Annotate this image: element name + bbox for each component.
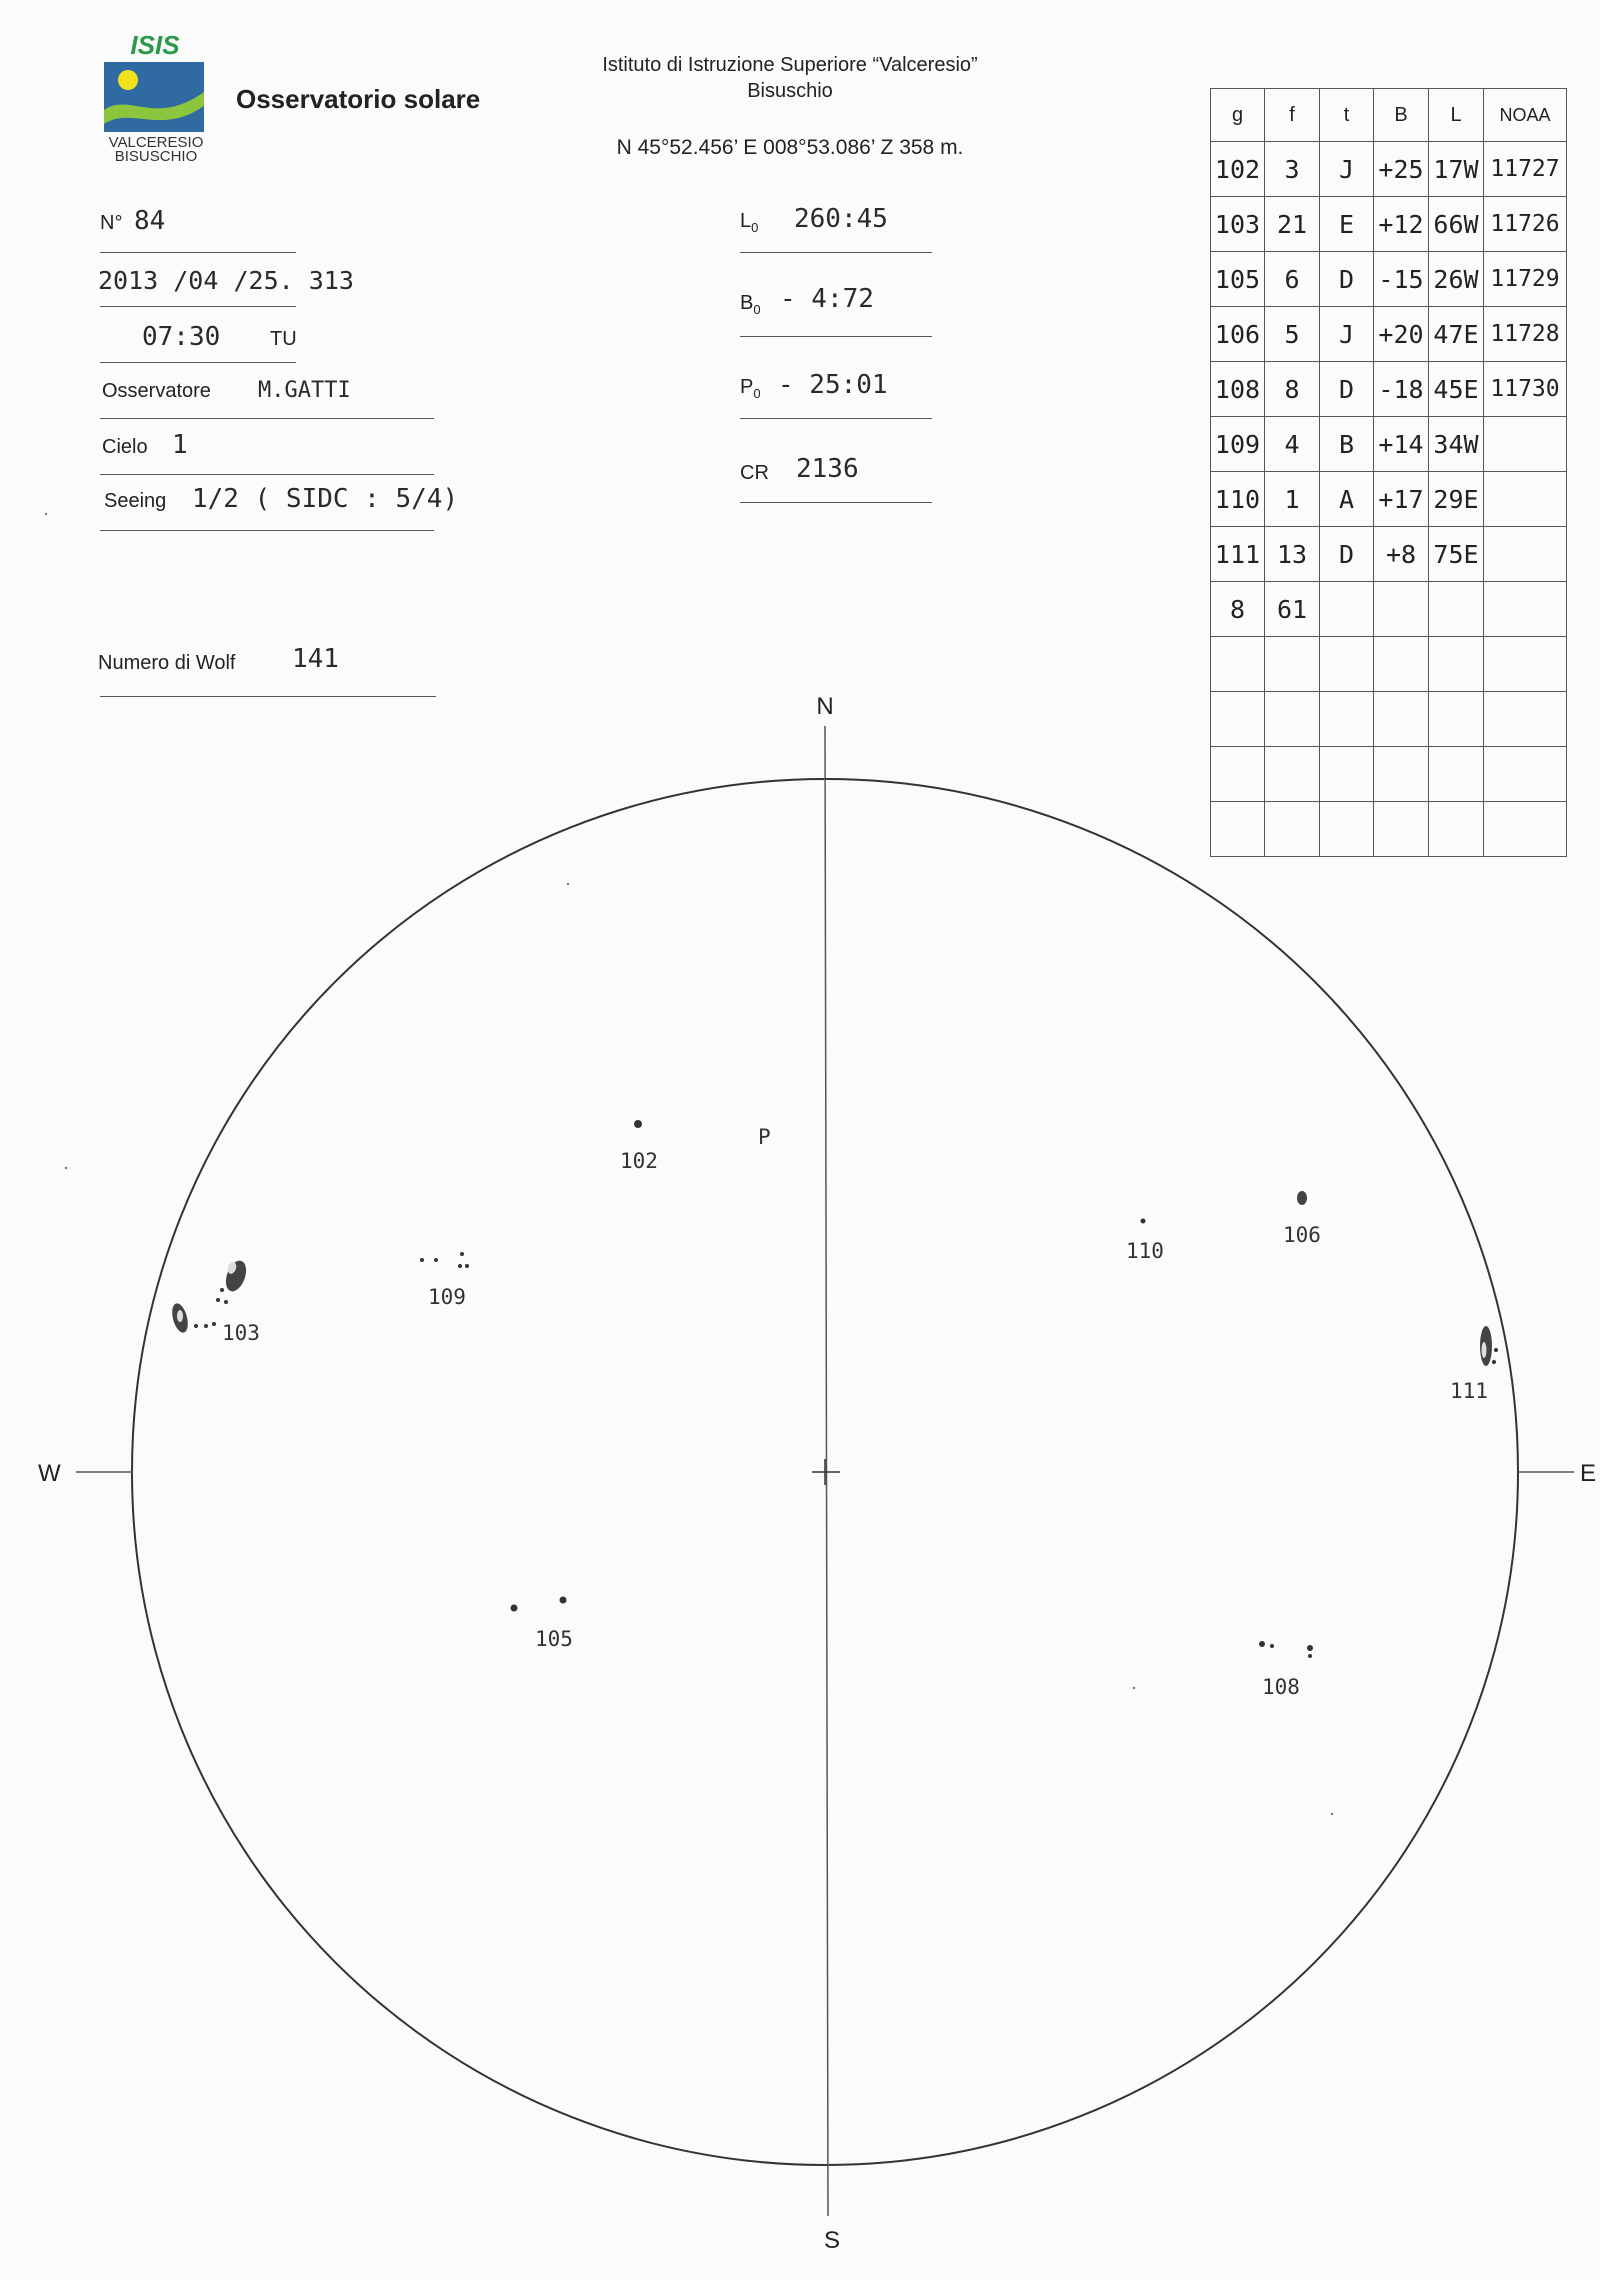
cell-t: D (1320, 527, 1374, 582)
logo-caption-line2: BISUSCHIO (114, 148, 198, 165)
p0-value: - 25:01 (778, 370, 888, 400)
cell-b (1374, 637, 1429, 692)
cell-noaa (1484, 637, 1567, 692)
cell-noaa (1484, 582, 1567, 637)
institute-line2: Bisuschio (747, 80, 833, 102)
cell-noaa (1484, 747, 1567, 802)
institute-name (540, 52, 1040, 104)
cell-b: +8 (1374, 527, 1429, 582)
cell-noaa: 11729 (1484, 252, 1567, 307)
col-header-f: f (1265, 89, 1320, 142)
sunspot-group-102 (620, 1120, 658, 1173)
table-header-row (1211, 89, 1567, 142)
cell-t: B (1320, 417, 1374, 472)
col-header-g: g (1211, 89, 1265, 142)
b0-label: $B_0$ (740, 292, 761, 317)
cell-l: 34W (1429, 417, 1484, 472)
cell-g: 105 (1211, 252, 1265, 307)
cell-f: 3 (1265, 142, 1320, 197)
table-row (1211, 747, 1567, 802)
cell-f (1265, 637, 1320, 692)
sky-label: Cielo (102, 436, 148, 458)
cell-l: 47E (1429, 307, 1484, 362)
cell-l: 17W (1429, 142, 1484, 197)
svg-text:108: 108 (1262, 1675, 1300, 1699)
cell-t: J (1320, 307, 1374, 362)
cell-t: A (1320, 472, 1374, 527)
cell-b (1374, 802, 1429, 857)
solar-disk-outline (132, 779, 1518, 2165)
carrington-rotation-label: CR (740, 462, 769, 484)
cell-b (1374, 692, 1429, 747)
cell-t: E (1320, 197, 1374, 252)
sunspot-group-106 (1283, 1191, 1321, 1247)
cell-g: 109 (1211, 417, 1265, 472)
number-value: 84 (134, 206, 166, 236)
page-title: Osservatorio solare (236, 84, 481, 114)
wolf-number-label: Numero di Wolf (98, 652, 236, 674)
table-row (1211, 252, 1567, 307)
north-label: N (816, 693, 834, 720)
cell-t (1320, 637, 1374, 692)
col-header-l: L (1429, 89, 1484, 142)
sunspot-group-111 (1450, 1326, 1498, 1403)
cell-b: +14 (1374, 417, 1429, 472)
cell-t (1320, 692, 1374, 747)
cell-l (1429, 582, 1484, 637)
cell-g (1211, 747, 1265, 802)
number-label: N° (100, 212, 123, 234)
cell-f (1265, 747, 1320, 802)
cell-t: D (1320, 362, 1374, 417)
svg-text:106: 106 (1283, 1223, 1321, 1247)
cell-b (1374, 582, 1429, 637)
cell-g: 110 (1211, 472, 1265, 527)
institute-line1: Istituto di Istruzione Superiore “Valceresio” (602, 54, 978, 76)
table-row (1211, 472, 1567, 527)
cell-f: 21 (1265, 197, 1320, 252)
cell-noaa (1484, 417, 1567, 472)
sky-value: 1 (172, 430, 188, 460)
cell-b: +25 (1374, 142, 1429, 197)
col-header-b: B (1374, 89, 1429, 142)
logo-caption (96, 136, 216, 164)
cell-g (1211, 692, 1265, 747)
pole-mark: P (758, 1125, 771, 1149)
cell-l (1429, 802, 1484, 857)
sunspot-group-103 (169, 1258, 260, 1345)
observatory-coordinates: N 45°52.456’ E 008°53.086’ Z 358 m. (616, 136, 964, 159)
table-row (1211, 307, 1567, 362)
cell-l (1429, 747, 1484, 802)
cell-f: 13 (1265, 527, 1320, 582)
col-header-t: t (1320, 89, 1374, 142)
cell-noaa (1484, 692, 1567, 747)
table-row (1211, 527, 1567, 582)
cell-g: 102 (1211, 142, 1265, 197)
sunspot-group-105 (511, 1597, 573, 1652)
observer-label: Osservatore (102, 380, 211, 402)
cell-noaa: 11730 (1484, 362, 1567, 417)
svg-text:110: 110 (1126, 1239, 1164, 1263)
carrington-rotation-value: 2136 (796, 454, 859, 484)
cell-t: D (1320, 252, 1374, 307)
cell-g (1211, 637, 1265, 692)
svg-text:109: 109 (428, 1285, 466, 1309)
cell-f: 61 (1265, 582, 1320, 637)
cell-noaa: 11728 (1484, 307, 1567, 362)
cell-noaa (1484, 472, 1567, 527)
time-unit: TU (270, 328, 297, 350)
seeing-value: 1/2 ( SIDC : 5/4) (192, 484, 459, 514)
north-south-axis (825, 726, 828, 2216)
cell-noaa (1484, 527, 1567, 582)
l0-label: $L_0$ (740, 210, 759, 235)
cell-f: 6 (1265, 252, 1320, 307)
cell-g: 111 (1211, 527, 1265, 582)
table-body (1211, 142, 1567, 857)
p0-label: $P_0$ (740, 376, 761, 401)
wolf-number-value: 141 (292, 644, 339, 674)
svg-text:103: 103 (222, 1321, 260, 1345)
cell-l: 45E (1429, 362, 1484, 417)
cell-t: J (1320, 142, 1374, 197)
table-row (1211, 802, 1567, 857)
cell-l: 75E (1429, 527, 1484, 582)
sunspot-group-110 (1126, 1219, 1164, 1264)
col-header-noaa: NOAA (1484, 89, 1567, 142)
cell-noaa: 11726 (1484, 197, 1567, 252)
cell-l: 29E (1429, 472, 1484, 527)
cell-l (1429, 692, 1484, 747)
svg-text:105: 105 (535, 1627, 573, 1651)
table-row (1211, 637, 1567, 692)
cell-g: 108 (1211, 362, 1265, 417)
sunspot-group-108 (1259, 1641, 1313, 1699)
cell-b (1374, 747, 1429, 802)
l0-value: 260:45 (794, 204, 888, 234)
table-row (1211, 692, 1567, 747)
west-label: W (38, 1460, 61, 1487)
cell-b: -15 (1374, 252, 1429, 307)
cell-f (1265, 692, 1320, 747)
svg-text:111: 111 (1450, 1379, 1488, 1403)
cell-t (1320, 582, 1374, 637)
sunspot-group-109 (420, 1252, 469, 1309)
table-row (1211, 197, 1567, 252)
cell-g: 8 (1211, 582, 1265, 637)
cell-l (1429, 637, 1484, 692)
date-value: 2013 /04 /25. 313 (98, 266, 354, 295)
cell-l: 66W (1429, 197, 1484, 252)
b0-value: - 4:72 (780, 284, 874, 314)
cell-f: 4 (1265, 417, 1320, 472)
cell-noaa (1484, 802, 1567, 857)
time-value: 07:30 (142, 322, 221, 352)
cell-g: 103 (1211, 197, 1265, 252)
observer-value: M.GATTI (258, 378, 351, 403)
table-row (1211, 417, 1567, 472)
cell-l: 26W (1429, 252, 1484, 307)
cell-t (1320, 747, 1374, 802)
south-label: S (823, 2227, 841, 2254)
cell-g: 106 (1211, 307, 1265, 362)
logo-wordmark: ISIS (130, 32, 180, 60)
table-row (1211, 142, 1567, 197)
cell-f: 5 (1265, 307, 1320, 362)
svg-text:102: 102 (620, 1149, 658, 1173)
east-label: E (1580, 1460, 1597, 1487)
cell-b: +12 (1374, 197, 1429, 252)
sunspot-groups-table (1210, 88, 1567, 857)
cell-noaa: 11727 (1484, 142, 1567, 197)
cell-b: -18 (1374, 362, 1429, 417)
cell-t (1320, 802, 1374, 857)
cell-f: 8 (1265, 362, 1320, 417)
cell-f (1265, 802, 1320, 857)
logo-caption-line1: VALCERESIO (108, 134, 204, 151)
cell-b: +20 (1374, 307, 1429, 362)
table-row (1211, 582, 1567, 637)
cell-g (1211, 802, 1265, 857)
cell-f: 1 (1265, 472, 1320, 527)
cell-b: +17 (1374, 472, 1429, 527)
table-row (1211, 362, 1567, 417)
seeing-label: Seeing (104, 490, 167, 512)
